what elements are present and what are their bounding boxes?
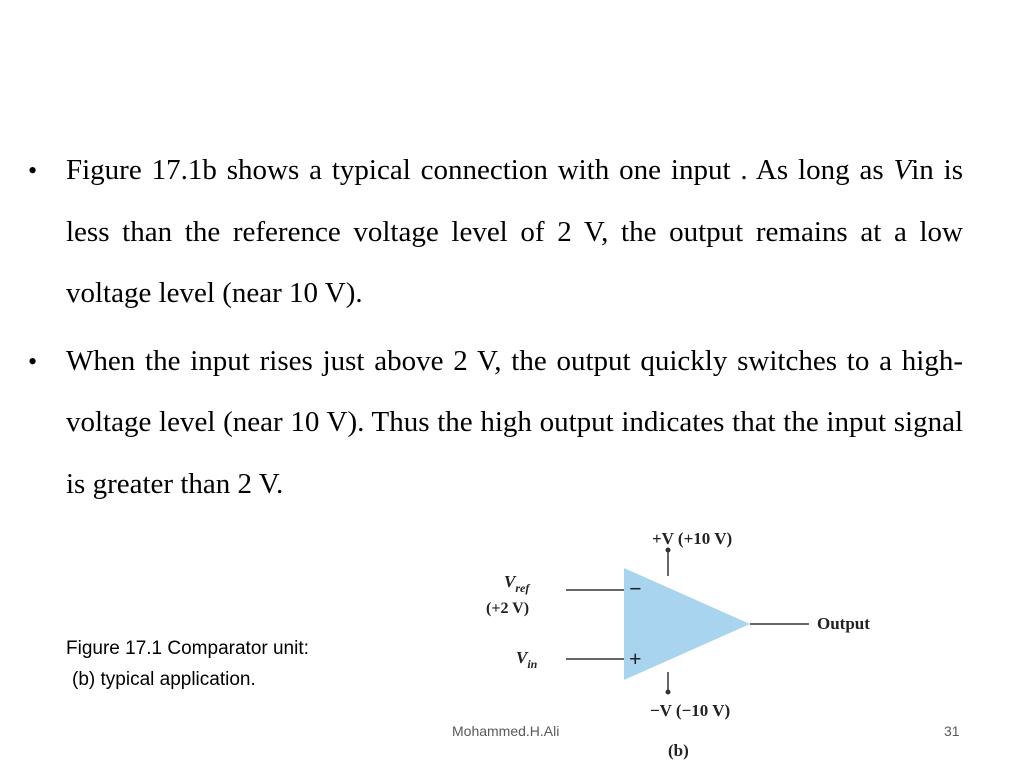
negative-supply-terminal bbox=[666, 690, 671, 695]
noninverting-input-sign: + bbox=[629, 646, 642, 671]
bullet-item bbox=[28, 331, 963, 516]
vin-italic: V bbox=[893, 154, 912, 186]
bullet-icon: • bbox=[28, 156, 38, 185]
figure-sublabel: (b) bbox=[668, 741, 689, 760]
caption-line-1: Figure 17.1 Comparator unit: bbox=[66, 638, 309, 659]
vin-label: $V_{in}$ bbox=[516, 648, 538, 671]
vref-value-label: (+2 V) bbox=[486, 600, 530, 617]
page-number: 31 bbox=[944, 723, 960, 739]
inverting-input-sign: − bbox=[629, 576, 642, 601]
output-label: Output bbox=[817, 614, 870, 633]
caption-line-2: (b) typical application. bbox=[72, 669, 256, 690]
bullet-text-1b: in is less than the reference voltage level of 2 V, the output remains at a low voltage level (near 10 V). bbox=[66, 154, 963, 309]
positive-supply-terminal bbox=[666, 548, 671, 553]
footer-author: Mohammed.H.Ali bbox=[452, 723, 560, 739]
bullet-text-1a: Figure 17.1b shows a typical connection with one input . As long as bbox=[66, 154, 894, 186]
positive-supply-label: +V (+10 V) bbox=[652, 529, 733, 548]
vref-label: $V_{ref}$ bbox=[504, 572, 530, 595]
figure-caption bbox=[66, 633, 309, 695]
negative-supply-label: −V (−10 V) bbox=[650, 701, 731, 720]
bullet-list bbox=[28, 140, 963, 521]
bullet-item bbox=[28, 140, 963, 325]
opamp-triangle bbox=[624, 568, 750, 680]
bullet-text-2: When the input rises just above 2 V, the output quickly switches to a high-voltage level (near 10 V). Thus the high output indicates that the input signal is greater than 2 V. bbox=[66, 344, 963, 500]
bullet-icon: • bbox=[28, 346, 38, 376]
